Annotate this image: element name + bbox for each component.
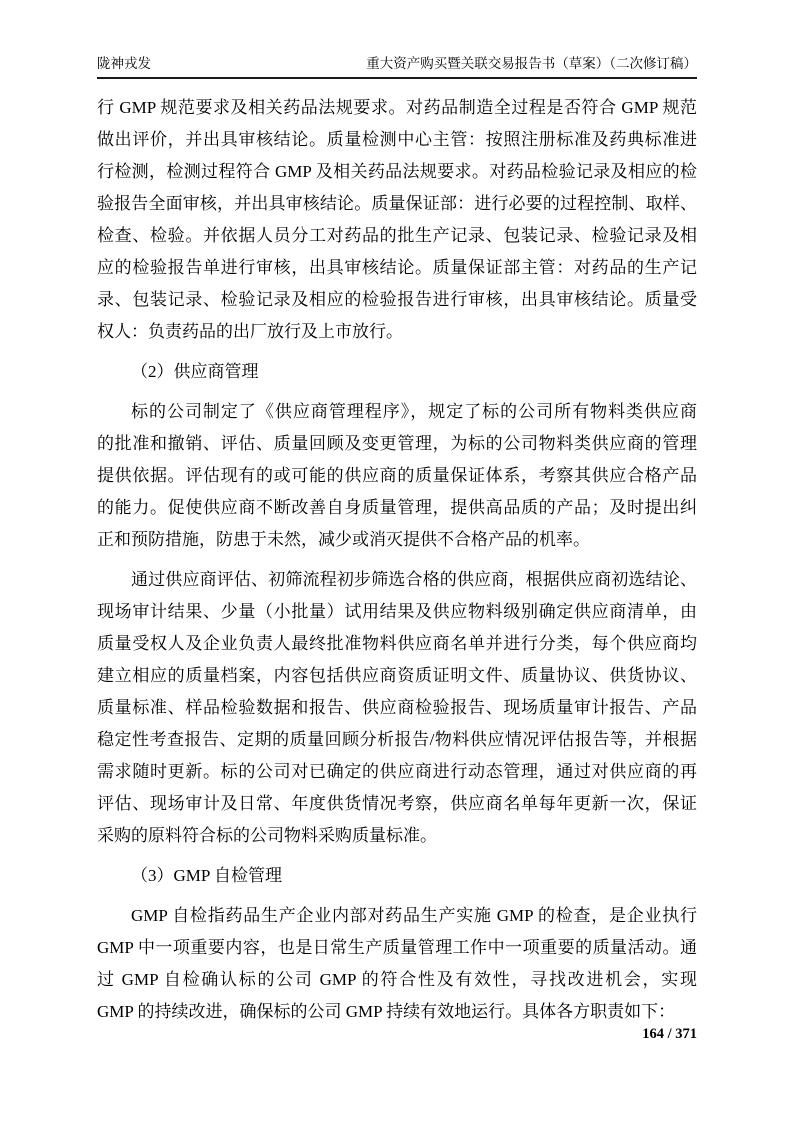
text-line: 建立相应的质量档案，内容包括供应商资质证明文件、质量协议、供货协议、 (97, 666, 697, 685)
text-line: 通过供应商评估、初筛流程初步筛选合格的供应商，根据供应商初选结论、 (131, 570, 697, 589)
text-line: 权人：负责药品的出厂放行及上市放行。 (97, 322, 403, 341)
text-line: 标的公司制定了《供应商管理程序》，规定了标的公司所有物料类供应商 (131, 402, 697, 421)
text-line: 做出评价，并出具审核结论。质量检测中心主管：按照注册标准及药典标准进 (97, 130, 697, 149)
text-line: GMP 的持续改进，确保标的公司 GMP 持续有效地运行。具体各方职责如下： (97, 1002, 676, 1021)
text-line: 稳定性考查报告、定期的质量回顾分析报告/物料供应情况评估报告等，并根据 (97, 730, 697, 749)
paragraph (97, 564, 697, 852)
paragraph (97, 92, 697, 348)
text-line: 录、包装记录、检验记录及相应的检验报告进行审核，出具审核结论。质量受 (97, 290, 697, 309)
text-line: 行检测，检测过程符合 GMP 及相关药品法规要求。对药品检验记录及相应的检 (97, 162, 697, 181)
text-line: 行 GMP 规范要求及相关药品法规要求。对药品制造全过程是否符合 GMP 规范 (97, 98, 697, 117)
text-line: 采购的原料符合标的公司物料采购质量标准。 (97, 826, 437, 845)
section-heading: （2）供应商管理 (131, 362, 259, 381)
header-report-title: 重大资产购买暨关联交易报告书（草案）（二次修订稿） (366, 56, 697, 71)
paragraph (97, 900, 697, 1028)
section-heading: （3）GMP 自检管理 (131, 866, 282, 885)
text-line: 需求随时更新。标的公司对已确定的供应商进行动态管理，通过对供应商的再 (97, 762, 697, 781)
text-line: 应的检验报告单进行审核，出具审核结论。质量保证部主管：对药品的生产记 (97, 258, 697, 277)
page-footer (97, 1026, 697, 1043)
text-line: 质量受权人及企业负责人最终批准物料供应商名单并进行分类，每个供应商均 (97, 634, 697, 653)
document-body (97, 92, 697, 1036)
text-line: 的批准和撤销、评估、质量回顾及变更管理，为标的公司物料类供应商的管理 (97, 434, 697, 453)
text-line: 验报告全面审核，并出具审核结论。质量保证部：进行必要的过程控制、取样、 (97, 194, 697, 213)
text-line: GMP 中一项重要内容，也是日常生产质量管理工作中一项重要的质量活动。通 (97, 938, 697, 957)
text-line: 检查、检验。并依据人员分工对药品的批生产记录、包装记录、检验记录及相 (97, 226, 697, 245)
text-line: 现场审计结果、少量（小批量）试用结果及供应物料级别确定供应商清单，由 (97, 602, 697, 621)
text-line: 正和预防措施，防患于未然，减少或消灭提供不合格产品的机率。 (97, 530, 590, 549)
text-line: 的能力。促使供应商不断改善自身质量管理，提供高品质的产品；及时提出纠 (97, 498, 697, 517)
text-line: 提供依据。评估现有的或可能的供应商的质量保证体系，考察其供应合格产品 (97, 466, 697, 485)
text-line: 评估、现场审计及日常、年度供货情况考察，供应商名单每年更新一次，保证 (97, 794, 697, 813)
header-company-name: 陇神戎发 (97, 56, 151, 71)
page-header (97, 52, 697, 79)
text-line: 过 GMP 自检确认标的公司 GMP 的符合性及有效性，寻找改进机会，实现 (97, 970, 697, 989)
text-line: 质量标准、样品检验数据和报告、供应商检验报告、现场质量审计报告、产品 (97, 698, 697, 717)
text-line: GMP 自检指药品生产企业内部对药品生产实施 GMP 的检查，是企业执行 (131, 906, 697, 925)
paragraph (97, 396, 697, 556)
page-number: 164 / 371 (642, 1026, 697, 1042)
